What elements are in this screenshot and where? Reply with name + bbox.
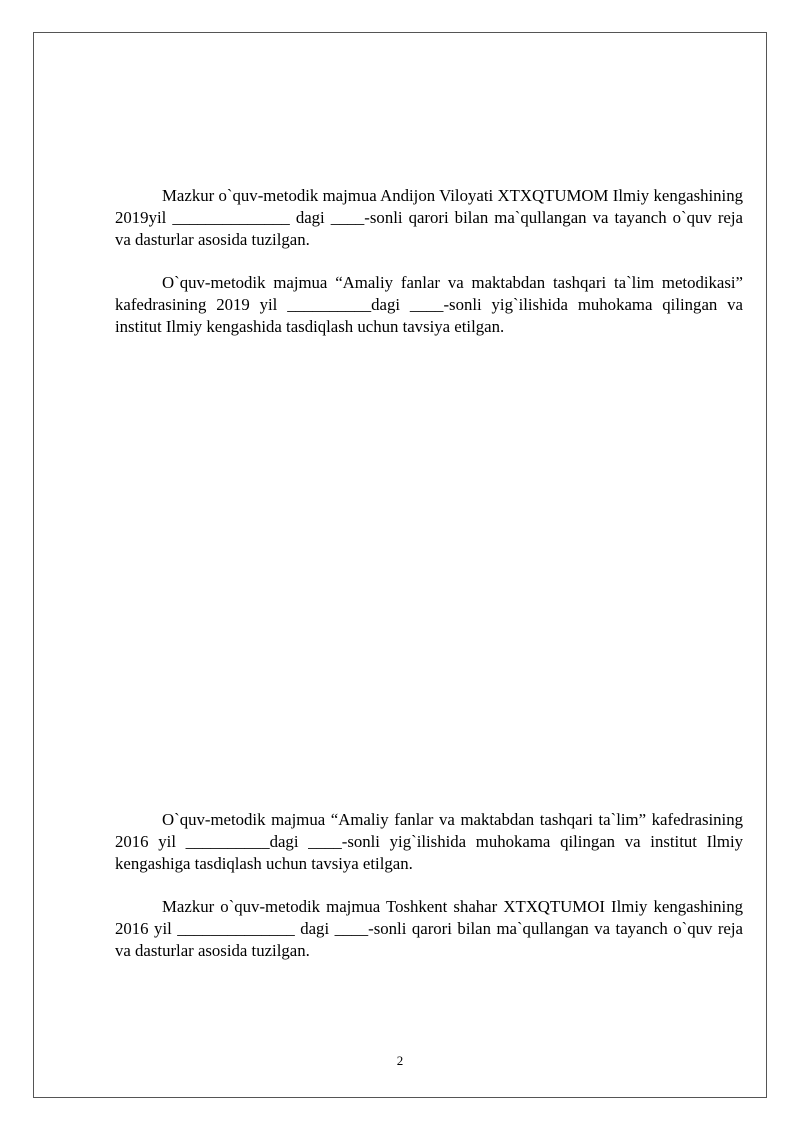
paragraph-andijon-approval: Mazkur o`quv-metodik majmua Andijon Viloyati XTXQTUMOM Ilmiy kengashining 2019yil ______________ dagi ____-sonli qarori bilan ma`qullangan va tayanch o`quv reja va dasturlar asosida tuzilgan. <box>115 186 743 249</box>
paragraph-department-discussion-2016: O`quv-metodik majmua “Amaliy fanlar va maktabdan tashqari ta`lim” kafedrasining 2016 yil __________dagi ____-sonli yig`ilishida muhokama qilingan va institut Ilmiy kengashiga tasdiqlash uchun tavsiya etilgan. <box>115 810 743 873</box>
page-number: 2 <box>396 1053 404 1068</box>
paragraph-department-discussion-2019: O`quv-metodik majmua “Amaliy fanlar va maktabdan tashqari ta`lim metodikasi” kafedrasining 2019 yil __________dagi ____-sonli yig`ilishida muhokama qilingan va institut Ilmiy kengashida tasdiqlash uchun tavsiya etilgan. <box>115 273 743 336</box>
paragraph-toshkent-approval: Mazkur o`quv-metodik majmua Toshkent shahar XTXQTUMOI Ilmiy kengashining 2016 yil ______________ dagi ____-sonli qarori bilan ma`qullangan va tayanch o`quv reja va dasturlar asosida tuzilgan. <box>115 897 743 960</box>
